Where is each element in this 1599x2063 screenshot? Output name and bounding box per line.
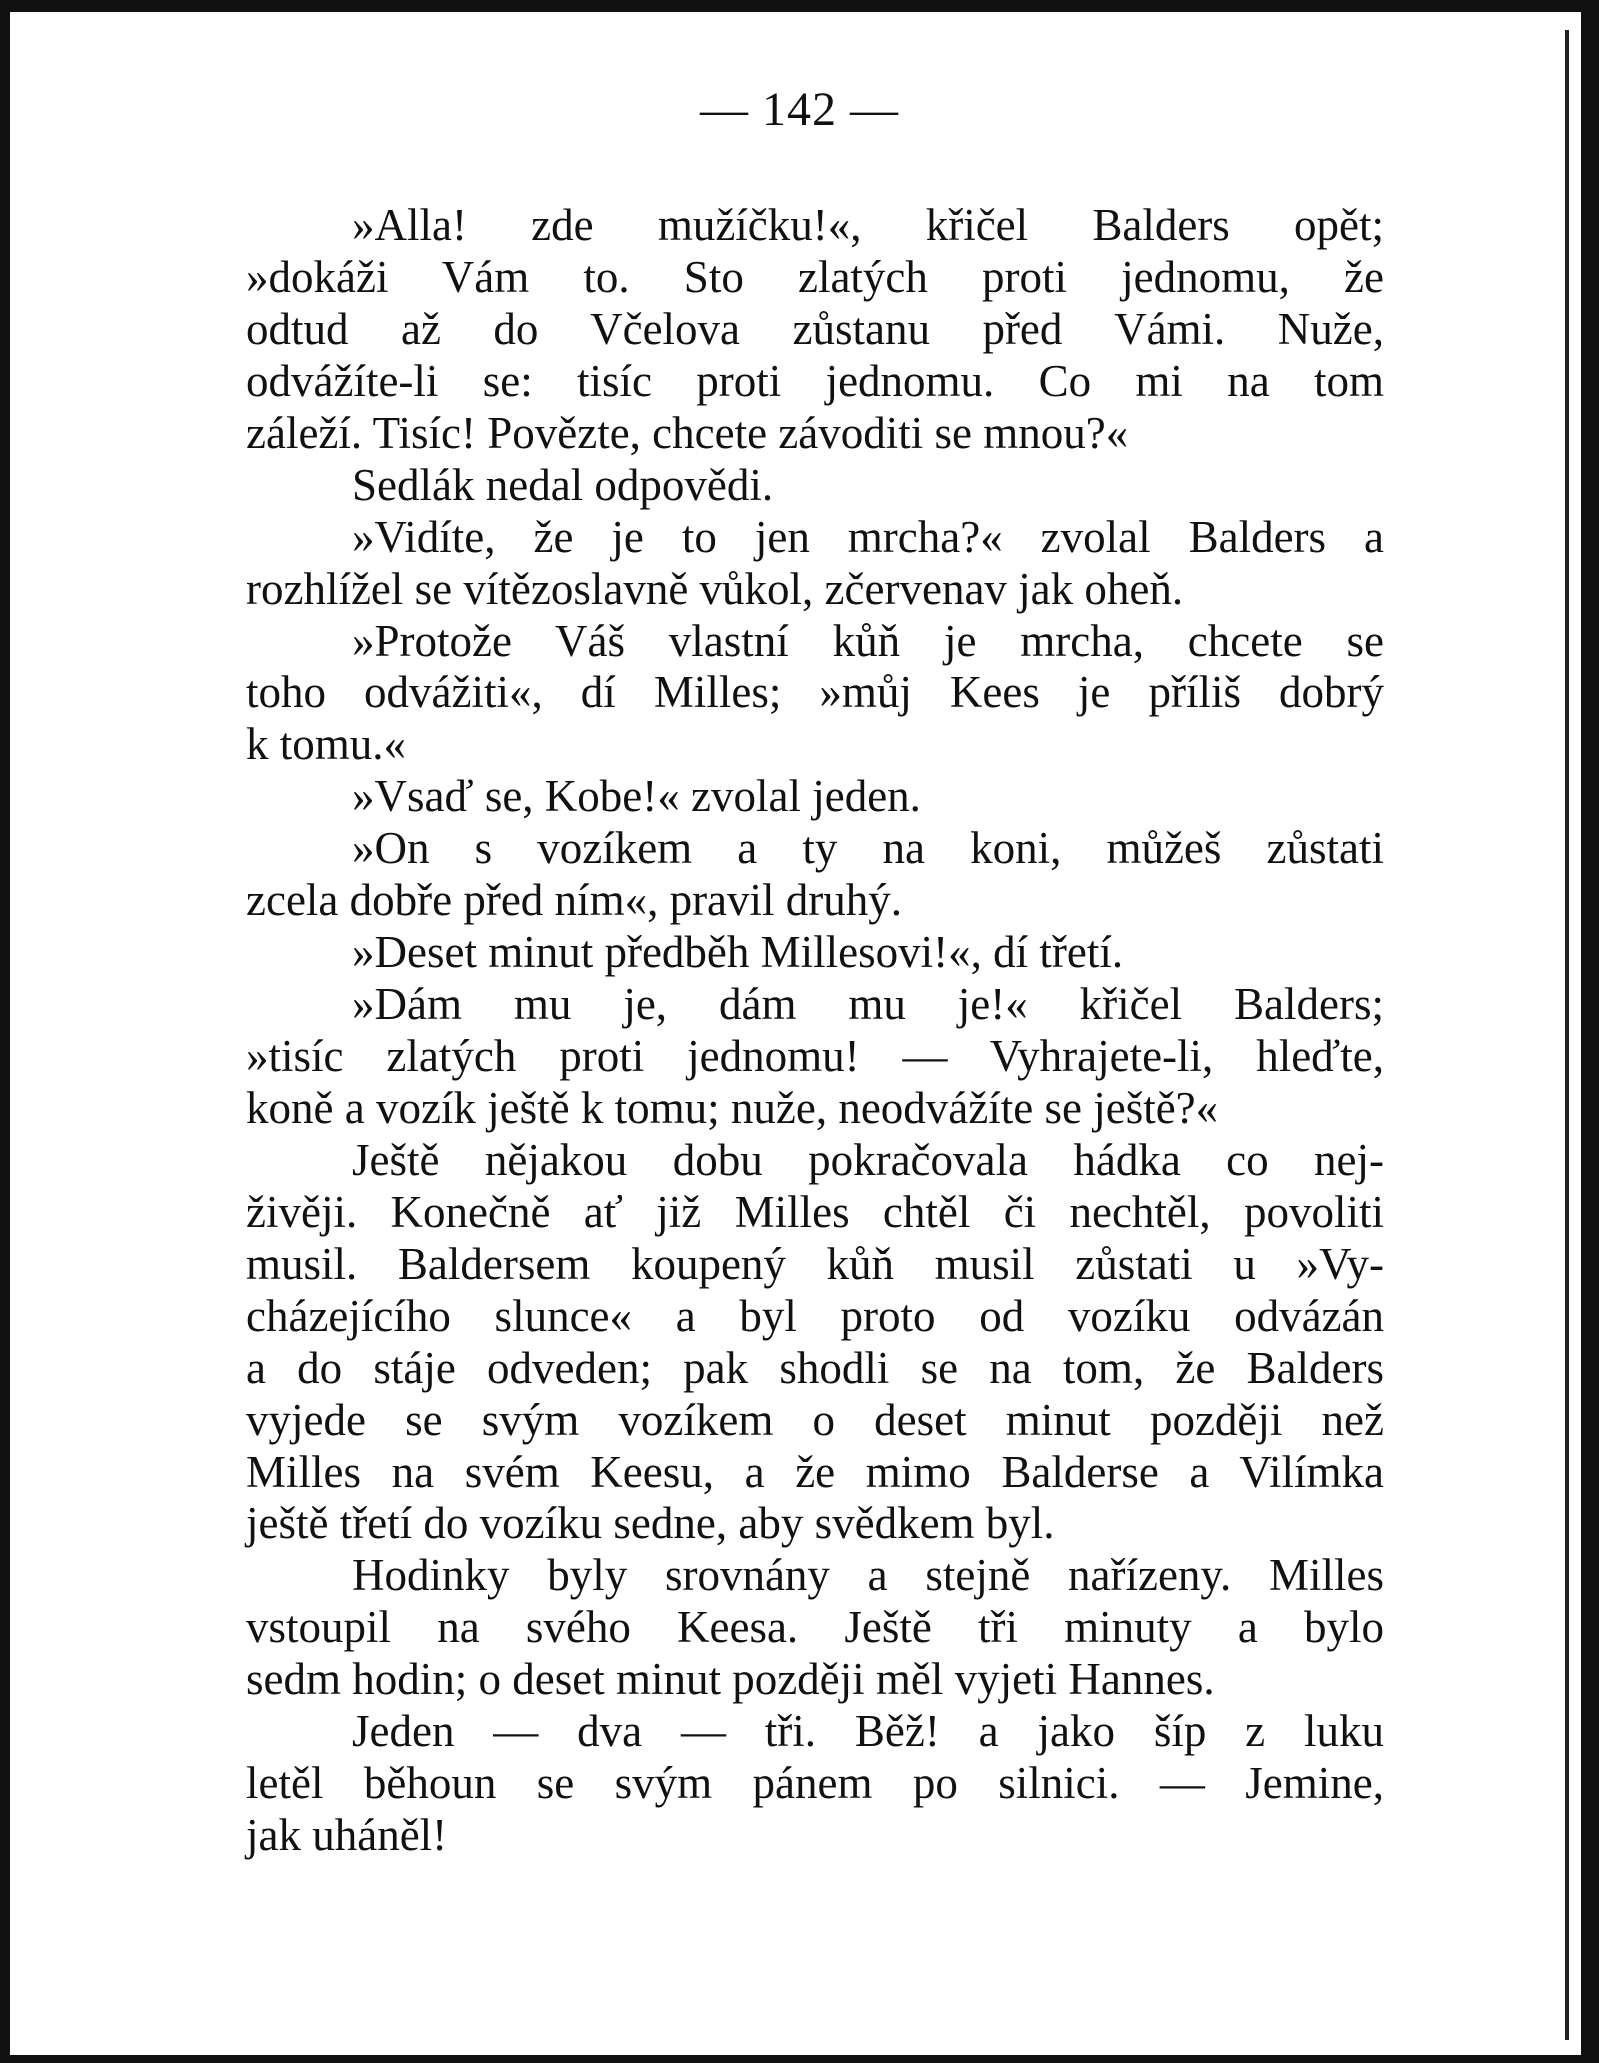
text-line: letěl běhoun se svým pánem po silnici. — Jemine, <box>246 1758 1384 1809</box>
text-line: koně a vozík ještě k tomu; nuže, neodvážíte se ještě?« <box>246 1082 1219 1133</box>
text-line: »Vidíte, že je to jen mrcha?« zvolal Balders a <box>352 511 1384 562</box>
text-line: jak uháněl! <box>246 1810 448 1861</box>
text-line: Ještě nějakou dobu pokračovala hádka co nej- <box>352 1134 1384 1185</box>
text-line: Sedlák nedal odpovědi. <box>352 459 774 510</box>
text-line: »Alla! zde mužíčku!«, křičel Balders opět; <box>352 200 1384 250</box>
text-line: a do stáje odveden; pak shodli se na tom, že Balders <box>246 1342 1384 1393</box>
page-edge-shadow <box>1565 30 1569 2040</box>
text-line: »Vsaď se, Kobe!« zvolal jeden. <box>352 771 921 822</box>
text-line: Hodinky byly srovnány a stejně nařízeny. Milles <box>352 1550 1384 1601</box>
text-line: odvážíte-li se: tisíc proti jednomu. Co mi na tom <box>246 355 1384 406</box>
text-line: živěji. Konečně ať již Milles chtěl či nechtěl, povoliti <box>246 1186 1384 1237</box>
text-line: k tomu.« <box>246 719 407 770</box>
page-text <box>246 200 1384 1862</box>
text-line: Jeden — dva — tři. Běž! a jako šíp z luku <box>352 1706 1384 1757</box>
text-line: sedm hodin; o deset minut později měl vyjeti Hannes. <box>246 1654 1215 1705</box>
text-line: musil. Baldersem koupený kůň musil zůstati u »Vy- <box>246 1238 1384 1289</box>
text-line: cházejícího slunce« a byl proto od vozíku odvázán <box>246 1290 1384 1341</box>
text-line: Milles na svém Keesu, a že mimo Balderse a Vilímka <box>246 1446 1384 1497</box>
page-number: — 142 — <box>700 83 899 136</box>
text-line: »On s vozíkem a ty na koni, můžeš zůstati <box>352 823 1384 874</box>
text-line: vstoupil na svého Keesa. Ještě tři minuty a bylo <box>246 1602 1384 1653</box>
text-line: záleží. Tisíc! Povězte, chcete závoditi se mnou?« <box>246 407 1129 458</box>
text-line: »dokáži Vám to. Sto zlatých proti jednomu, že <box>246 251 1384 302</box>
text-line: zcela dobře před ním«, pravil druhý. <box>246 875 903 926</box>
text-line: odtud až do Včelova zůstanu před Vámi. Nuže, <box>246 303 1384 354</box>
text-line: rozhlížel se vítězoslavně vůkol, zčervenav jak oheň. <box>246 563 1184 614</box>
text-line: »Dám mu je, dám mu je!« křičel Balders; <box>352 979 1384 1030</box>
text-line: »Protože Váš vlastní kůň je mrcha, chcete se <box>352 615 1384 666</box>
text-line: »Deset minut předběh Millesovi!«, dí třetí. <box>352 927 1124 978</box>
text-line: vyjede se svým vozíkem o deset minut později než <box>246 1394 1384 1445</box>
text-line: toho odvážiti«, dí Milles; »můj Kees je příliš dobrý <box>246 667 1384 718</box>
text-line: »tisíc zlatých proti jednomu! — Vyhrajete-li, hleďte, <box>246 1031 1384 1081</box>
text-line: ještě třetí do vozíku sedne, aby svědkem byl. <box>246 1498 1055 1549</box>
